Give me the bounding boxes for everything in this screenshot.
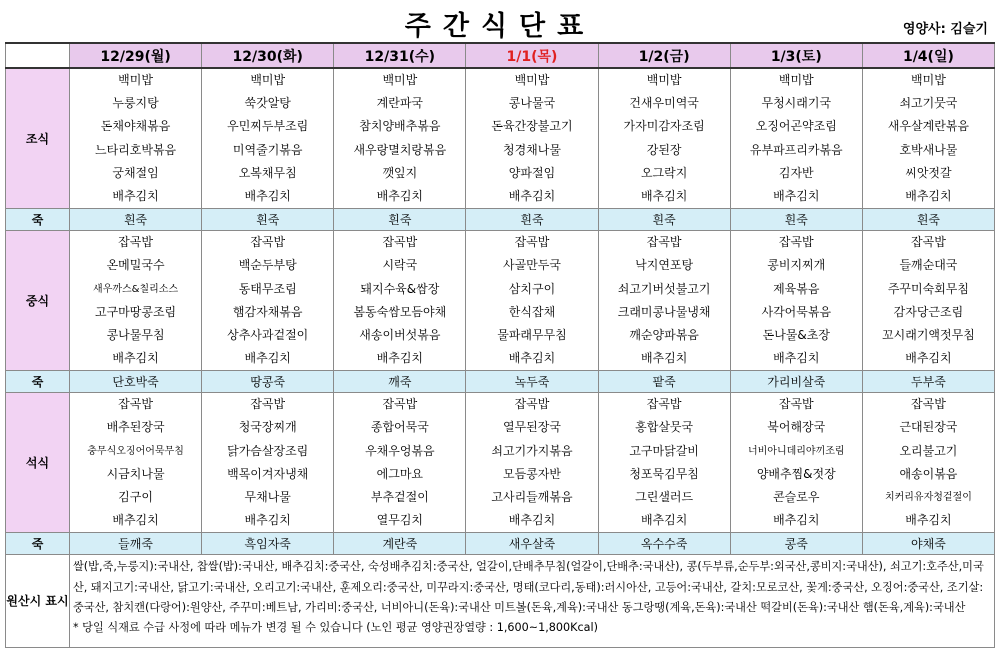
menu-item: 잡곡밥 bbox=[778, 397, 814, 412]
menu-item: 콩나물국 bbox=[508, 96, 556, 111]
menu-item: 한식잡채 bbox=[508, 304, 556, 319]
menu-item: 잡곡밥 bbox=[118, 397, 153, 412]
menu-item: 고구마땅콩조림 bbox=[94, 304, 177, 319]
menu-item: 배추김치 bbox=[508, 188, 556, 203]
dinner-day-cell bbox=[334, 393, 466, 533]
breakfast-day-cell bbox=[202, 68, 334, 209]
dinner-day-cell bbox=[202, 393, 334, 533]
menu-item: 햄감자채볶음 bbox=[232, 304, 303, 319]
header-row bbox=[6, 43, 995, 68]
menu-item: 잡곡밥 bbox=[514, 397, 550, 412]
lunch-label: 중식 bbox=[6, 231, 70, 371]
menu-item: 콩나물무침 bbox=[106, 327, 165, 342]
menu-item: 북어해장국 bbox=[767, 420, 826, 435]
menu-item: 김자반 bbox=[778, 165, 814, 180]
menu-item: 무청시래기국 bbox=[761, 96, 832, 111]
porridge-cell: 가리비살죽 bbox=[730, 371, 862, 393]
menu-item: 낙지연포탕 bbox=[635, 258, 694, 273]
menu-item: 새우까스&칠리소스 bbox=[93, 283, 179, 295]
menu-item: 백미밥 bbox=[778, 73, 814, 87]
dinner-day-cell bbox=[70, 393, 202, 533]
menu-item: 배추김치 bbox=[773, 188, 820, 203]
dinner-row bbox=[6, 393, 995, 533]
menu-item: 배추김치 bbox=[905, 351, 952, 366]
menu-item: 잡곡밥 bbox=[250, 235, 286, 250]
menu-item: 잡곡밥 bbox=[646, 235, 682, 250]
dinner-day-cell bbox=[466, 393, 598, 533]
porridge-cell: 땅콩죽 bbox=[202, 371, 334, 393]
menu-item: 배추김치 bbox=[640, 351, 688, 366]
breakfast-label: 조식 bbox=[6, 68, 70, 209]
menu-item: 누룽지탕 bbox=[112, 96, 159, 111]
lunch-day-cell bbox=[466, 231, 598, 371]
lunch-day-cell bbox=[862, 231, 994, 371]
menu-item: 잡곡밥 bbox=[646, 397, 682, 412]
page-title: 주간식단표 bbox=[404, 11, 596, 42]
menu-item: 강된장 bbox=[646, 142, 682, 157]
menu-item: 감자당근조림 bbox=[893, 304, 964, 319]
menu-item: 상추사과겉절이 bbox=[227, 327, 309, 342]
lunch-day-cell bbox=[70, 231, 202, 371]
menu-item: 돈나물&초장 bbox=[762, 327, 830, 342]
porridge-cell: 깨죽 bbox=[334, 371, 466, 393]
menu-item: 배추김치 bbox=[773, 513, 820, 528]
menu-item: 궁채절임 bbox=[112, 165, 159, 180]
breakfast-day-cell bbox=[334, 68, 466, 209]
menu-item: 백미밥 bbox=[382, 73, 418, 87]
menu-item: 새우랑멸치랑볶음 bbox=[353, 142, 447, 157]
porridge-cell: 콩죽 bbox=[730, 533, 862, 555]
porridge-cell: 들깨죽 bbox=[70, 533, 202, 555]
menu-item: 배추김치 bbox=[244, 513, 291, 528]
porridge-cell: 흰죽 bbox=[70, 209, 202, 231]
menu-item: 우채우엉볶음 bbox=[365, 443, 435, 458]
menu-item: 느타리호박볶음 bbox=[94, 142, 177, 157]
origin-cell bbox=[70, 555, 995, 648]
day-header: 12/31(수) bbox=[334, 43, 466, 68]
breakfast-day-cell bbox=[862, 68, 994, 209]
porridge-cell: 야채죽 bbox=[862, 533, 994, 555]
porridge-cell: 두부죽 bbox=[862, 371, 994, 393]
menu-item: 에그마요 bbox=[376, 466, 424, 481]
menu-item: 잡곡밥 bbox=[382, 235, 418, 250]
menu-item: 근대된장국 bbox=[899, 420, 958, 435]
menu-item: 배추김치 bbox=[112, 188, 159, 203]
porridge-cell: 흑임자죽 bbox=[202, 533, 334, 555]
menu-item: 홍합살뭇국 bbox=[635, 420, 694, 435]
menu-item: 콘슬로우 bbox=[773, 490, 820, 504]
menu-item: 애송이볶음 bbox=[899, 466, 958, 481]
menu-item: 백미밥 bbox=[514, 73, 550, 87]
menu-item: 백순두부탕 bbox=[238, 258, 297, 273]
menu-item: 청국장찌개 bbox=[238, 420, 297, 435]
menu-change-note: * 당일 식재료 수급 사정에 따라 메뉴가 변경 될 수 있습니다 (노인 평균 영양권장열량 : 1,600~1,800Kcal) bbox=[73, 621, 598, 635]
menu-item: 종합어묵국 bbox=[370, 420, 429, 435]
menu-item: 삼치구이 bbox=[508, 281, 556, 296]
menu-item: 우민찌두부조림 bbox=[227, 119, 309, 134]
porridge-2-row bbox=[6, 371, 995, 393]
menu-item: 건새우미역국 bbox=[629, 96, 699, 111]
menu-item: 미역줄기볶음 bbox=[232, 142, 303, 157]
menu-item: 봄동숙쌈모듬야채 bbox=[353, 304, 447, 319]
menu-item: 열무된장국 bbox=[503, 420, 561, 435]
menu-item: 잡곡밥 bbox=[118, 235, 153, 250]
menu-item: 제육볶음 bbox=[773, 281, 820, 296]
menu-item: 동태무조림 bbox=[238, 281, 297, 296]
menu-item: 물파래무무침 bbox=[497, 327, 567, 342]
menu-item: 충무식오징어어묵무침 bbox=[87, 445, 184, 457]
menu-item: 모듬콩자반 bbox=[503, 466, 561, 481]
menu-item: 배추된장국 bbox=[106, 420, 165, 435]
porridge-cell: 녹두죽 bbox=[466, 371, 598, 393]
menu-item: 양파절임 bbox=[508, 165, 556, 180]
menu-item: 부추겉절이 bbox=[370, 490, 429, 504]
menu-item: 오그락지 bbox=[640, 165, 688, 180]
menu-item: 씨앗젓갈 bbox=[905, 165, 952, 180]
menu-item: 청경채나물 bbox=[503, 142, 561, 157]
menu-item: 배추김치 bbox=[905, 188, 952, 203]
day-header: 12/30(화) bbox=[202, 43, 334, 68]
menu-item: 무채나물 bbox=[244, 490, 291, 504]
breakfast-day-cell bbox=[598, 68, 730, 209]
menu-item: 백미밥 bbox=[911, 73, 946, 87]
lunch-day-cell bbox=[202, 231, 334, 371]
porridge-1-row bbox=[6, 209, 995, 231]
lunch-row bbox=[6, 231, 995, 371]
porridge-label: 죽 bbox=[6, 209, 70, 231]
day-header: 1/4(일) bbox=[862, 43, 994, 68]
porridge-cell: 계란죽 bbox=[334, 533, 466, 555]
menu-item: 꼬시래기액젓무침 bbox=[882, 327, 975, 342]
menu-item: 깻잎지 bbox=[382, 165, 418, 180]
porridge-cell: 흰죽 bbox=[598, 209, 730, 231]
menu-item: 배추김치 bbox=[112, 513, 159, 528]
porridge-label: 죽 bbox=[6, 371, 70, 393]
menu-item: 잡곡밥 bbox=[382, 397, 418, 412]
menu-item: 시금치나물 bbox=[106, 466, 165, 481]
lunch-day-cell bbox=[598, 231, 730, 371]
menu-item: 사각어묵볶음 bbox=[761, 304, 832, 319]
header-corner bbox=[6, 43, 70, 68]
lunch-day-cell bbox=[334, 231, 466, 371]
menu-item: 쇠고기뭇국 bbox=[899, 96, 958, 111]
breakfast-day-cell bbox=[466, 68, 598, 209]
menu-item: 배추김치 bbox=[244, 188, 291, 203]
menu-item: 너비아니데리야끼조림 bbox=[747, 445, 845, 457]
menu-item: 온메밀국수 bbox=[106, 258, 165, 273]
porridge-cell: 새우살죽 bbox=[466, 533, 598, 555]
menu-item: 유부파프리카볶음 bbox=[749, 142, 843, 157]
menu-item: 사골만두국 bbox=[503, 258, 561, 273]
menu-item: 열무김치 bbox=[376, 513, 424, 528]
dinner-day-cell bbox=[862, 393, 994, 533]
porridge-cell: 흰죽 bbox=[730, 209, 862, 231]
menu-item: 닭가슴살장조림 bbox=[227, 443, 309, 458]
menu-item: 배추김치 bbox=[905, 513, 952, 528]
porridge-cell: 흰죽 bbox=[202, 209, 334, 231]
menu-item: 오복채무침 bbox=[238, 165, 297, 180]
menu-item: 그린샐러드 bbox=[635, 490, 694, 504]
menu-item: 고구마닭갈비 bbox=[629, 443, 699, 458]
origin-text: 쌀(밥,죽,누룽지):국내산, 찹쌀(밥):국내산, 배추김치:중국산, 숙성배추김치:중국산, 얼갈이,단배추무침(얼갈이,단배추:국내산), 콩(두부류,순두부:외국산,콩비지:국내산), 쇠고기:호주산,미국산, 돼지고기:국내산, 닭고기:국내산, 오리고기:국내산, 훈제오리:중국산, 미꾸라지:중국산, 명태(코다리,동태):러시아산, 고등어:국내산, 갈치:모로코산, 꽃게:중국산, 오징어:중국산, 조기살:중국산, 참치캔(다랑어):원양산, 주꾸미:베트남, 가리비:중국산, 너비아니(돈육):국내산 미트볼(돈육,계육):국내산 동그랑땡(계육,돈육):국내산 떡갈비(돈육):국내산 햄(돈육,계육):국내산 bbox=[73, 560, 984, 614]
day-header: 1/2(금) bbox=[598, 43, 730, 68]
dinner-day-cell bbox=[730, 393, 862, 533]
menu-item: 백미밥 bbox=[118, 73, 153, 87]
menu-item: 고사리들깨볶음 bbox=[491, 490, 573, 504]
porridge-cell: 흰죽 bbox=[862, 209, 994, 231]
menu-item: 배추김치 bbox=[640, 188, 688, 203]
menu-item: 배추김치 bbox=[773, 351, 820, 366]
menu-item: 잡곡밥 bbox=[514, 235, 550, 250]
menu-item: 배추김치 bbox=[376, 188, 424, 203]
menu-item: 치커리유자청겉절이 bbox=[884, 492, 972, 503]
menu-item: 쑥갓알탕 bbox=[244, 96, 291, 111]
menu-item: 잡곡밥 bbox=[911, 235, 946, 250]
menu-item: 청포묵김무침 bbox=[629, 466, 699, 481]
menu-item: 잡곡밥 bbox=[911, 397, 946, 412]
menu-item: 들깨순대국 bbox=[899, 258, 958, 273]
breakfast-row bbox=[6, 68, 995, 209]
menu-item: 돈육간장불고기 bbox=[491, 119, 573, 134]
breakfast-day-cell bbox=[70, 68, 202, 209]
breakfast-day-cell bbox=[730, 68, 862, 209]
porridge-cell: 옥수수죽 bbox=[598, 533, 730, 555]
menu-table-body bbox=[6, 43, 995, 648]
menu-item: 호박새나물 bbox=[899, 142, 958, 157]
origin-label: 원산시 표시 bbox=[6, 555, 70, 648]
menu-item: 잡곡밥 bbox=[778, 235, 814, 250]
menu-item: 주꾸미숙회무침 bbox=[887, 281, 969, 296]
menu-item: 백미밥 bbox=[250, 73, 286, 87]
menu-item: 가자미감자조림 bbox=[623, 119, 705, 134]
menu-item: 참치양배추볶음 bbox=[359, 119, 441, 134]
menu-item: 쇠고기버섯불고기 bbox=[617, 281, 711, 296]
porridge-cell: 흰죽 bbox=[334, 209, 466, 231]
day-header: 12/29(월) bbox=[70, 43, 202, 68]
nutritionist-label: 영양사: 김슬기 bbox=[902, 22, 988, 37]
dinner-day-cell bbox=[598, 393, 730, 533]
day-header: 1/1(목) bbox=[466, 43, 598, 68]
weekly-menu-table bbox=[5, 42, 995, 648]
menu-item: 배추김치 bbox=[640, 513, 688, 528]
menu-item: 시락국 bbox=[382, 258, 418, 273]
porridge-cell: 흰죽 bbox=[466, 209, 598, 231]
dinner-label: 석식 bbox=[6, 393, 70, 533]
menu-item: 백미밥 bbox=[646, 73, 682, 87]
menu-item: 새송이버섯볶음 bbox=[359, 327, 441, 342]
porridge-label: 죽 bbox=[6, 533, 70, 555]
menu-item: 계란파국 bbox=[376, 96, 424, 111]
menu-item: 오징어곤약조림 bbox=[755, 119, 837, 134]
menu-item: 쇠고기가지볶음 bbox=[491, 443, 573, 458]
menu-item: 김구이 bbox=[118, 490, 153, 504]
menu-item: 크래미콩나물냉채 bbox=[617, 304, 711, 319]
menu-item: 새우살계란볶음 bbox=[887, 119, 969, 134]
origin-row bbox=[6, 555, 995, 648]
menu-item: 배추김치 bbox=[112, 351, 159, 366]
porridge-cell: 단호박죽 bbox=[70, 371, 202, 393]
menu-item: 배추김치 bbox=[376, 351, 424, 366]
menu-item: 돼지수육&쌈장 bbox=[360, 281, 440, 296]
menu-item: 깨순양파볶음 bbox=[629, 327, 699, 342]
porridge-3-row bbox=[6, 533, 995, 555]
menu-item: 양배추찜&젓장 bbox=[756, 466, 836, 481]
lunch-day-cell bbox=[730, 231, 862, 371]
menu-item: 배추김치 bbox=[244, 351, 291, 366]
menu-item: 배추김치 bbox=[508, 513, 556, 528]
menu-item: 배추김치 bbox=[508, 351, 556, 366]
menu-item: 잡곡밥 bbox=[250, 397, 286, 412]
menu-item: 콩비지찌개 bbox=[767, 258, 826, 273]
menu-item: 백목이겨자냉채 bbox=[227, 466, 309, 481]
menu-item: 오리불고기 bbox=[899, 443, 958, 458]
menu-item: 돈채야채볶음 bbox=[100, 119, 171, 134]
day-header: 1/3(토) bbox=[730, 43, 862, 68]
porridge-cell: 팥죽 bbox=[598, 371, 730, 393]
